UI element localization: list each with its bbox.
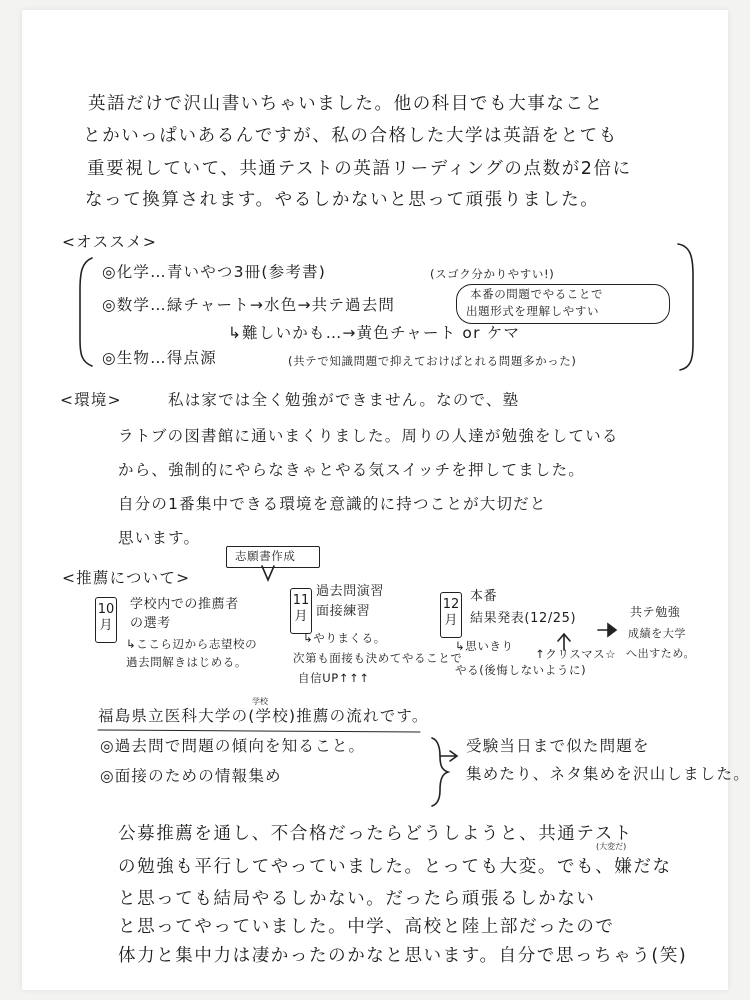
closing-line-1: 公募推薦を通し、不合格だったらどうしようと、共通テスト <box>118 824 633 844</box>
environment-line-1: 私は家では全く勉強ができません。なので、塾 <box>168 391 520 409</box>
environment-line-2: ラトブの図書館に通いまくりました。周りの人達が勉強をしている <box>118 427 619 445</box>
after-3: へ出すため。 <box>626 647 696 660</box>
flow-item-1: ◎過去問で問題の傾向を知ること。 <box>100 737 366 755</box>
dec-note-2: やる(後悔しないように) <box>455 663 587 677</box>
oct-title-1: 学校内での推薦者 <box>130 597 239 612</box>
nov-note-2: 次第も面接も決めてやることで <box>293 651 463 665</box>
recommend-chem-note: (スゴク分かりやすい!) <box>430 267 555 281</box>
environment-line-3: から、強制的にやらなきゃとやる気スイッチを押してました。 <box>118 461 585 479</box>
callout-pointer <box>262 566 274 580</box>
recommend-bio-note: (共テで知識問題で抑えておけばとれる問題多かった) <box>288 354 577 368</box>
recommend-chem: ◎化学…青いやつ3冊(参考書) <box>102 263 326 281</box>
recommendation-heading: <推薦について> <box>62 569 191 587</box>
flow-title: 福島県立医科大学の(学校)推薦の流れです。 <box>98 707 429 725</box>
month-dec: 12月 <box>440 592 462 638</box>
recommend-math-note-2: 出題形式を理解しやすい <box>466 304 600 318</box>
intro-line-3: 重要視していて、共通テストの英語リーディングの点数が2倍に <box>87 159 632 179</box>
oct-note-2: 過去問解きはじめる。 <box>126 655 247 669</box>
recommend-heading: <オススメ> <box>62 233 158 251</box>
closing-note: (大変だ) <box>596 842 627 851</box>
dec-title-1: 本番 <box>470 589 498 604</box>
recommend-math-note-1: 本番の問題でやることで <box>470 287 604 301</box>
intro-line-4: なって換算されます。やるしかないと思って頑張りました。 <box>85 190 600 210</box>
month-oct: 10月 <box>95 597 117 643</box>
environment-heading: <環境> <box>60 391 122 409</box>
nov-title-2: 面接練習 <box>316 604 371 619</box>
recommend-math-alt: ↳難しいかも…→黄色チャート or ケマ <box>228 324 521 342</box>
nov-note-1: ↳やりまくる。 <box>303 631 386 645</box>
after-2: 成績を大学 <box>628 627 686 640</box>
flow-annotation: 学校 <box>252 697 268 706</box>
flow-title-underline <box>98 730 420 732</box>
oct-note-1: ↳ここら辺から志望校の <box>126 637 258 651</box>
month-nov: 11月 <box>290 588 312 634</box>
closing-line-2: の勉強も平行してやっていました。とっても大変。でも、嫌だな <box>118 857 672 877</box>
dec-title-2: 結果発表(12/25) <box>470 611 577 626</box>
flow-arrow <box>440 751 457 761</box>
right-arrow-head <box>608 624 616 636</box>
environment-line-5: 思います。 <box>118 529 201 547</box>
closing-line-5: 体力と集中力は凄かったのかなと思います。自分で思っちゃう(笑) <box>118 946 688 966</box>
closing-line-4: と思ってやっていました。中学、高校と陸上部だったので <box>118 917 615 937</box>
flow-item-2: ◎面接のための情報集め <box>100 767 282 785</box>
flow-result-1: 受験当日まで似た問題を <box>466 737 650 755</box>
dec-arrow <box>558 634 570 650</box>
environment-line-4: 自分の1番集中できる環境を意識的に持つことが大切だと <box>118 495 547 513</box>
nov-title-1: 過去問演習 <box>316 584 385 599</box>
recommend-bio: ◎生物…得点源 <box>102 349 217 367</box>
intro-line-2: とかいっぱいあるんですが、私の合格した大学は英語をとても <box>83 126 618 146</box>
recommend-right-bracket <box>678 244 693 370</box>
callout-text: 志願書作成 <box>235 549 296 563</box>
nov-note-3: 自信UP↑↑↑ <box>298 671 370 685</box>
dec-xmas: ↑クリスマス☆ <box>535 647 617 661</box>
flow-brace <box>432 738 448 806</box>
flow-result-2: 集めたり、ネタ集めを沢山しました。 <box>466 765 750 783</box>
oct-title-2: の選考 <box>130 616 171 631</box>
dec-note-1: ↳思いきり <box>455 639 514 653</box>
closing-line-3: と思っても結局やるしかない。だったら頑張るしかない <box>118 889 596 909</box>
recommend-math: ◎数学…緑チャート→水色→共テ過去問 <box>102 296 396 314</box>
after-1: 共テ勉強 <box>630 605 681 619</box>
recommend-left-bracket <box>80 258 92 366</box>
intro-line-1: 英語だけで沢山書いちゃいました。他の科目でも大事なこと <box>88 94 604 114</box>
